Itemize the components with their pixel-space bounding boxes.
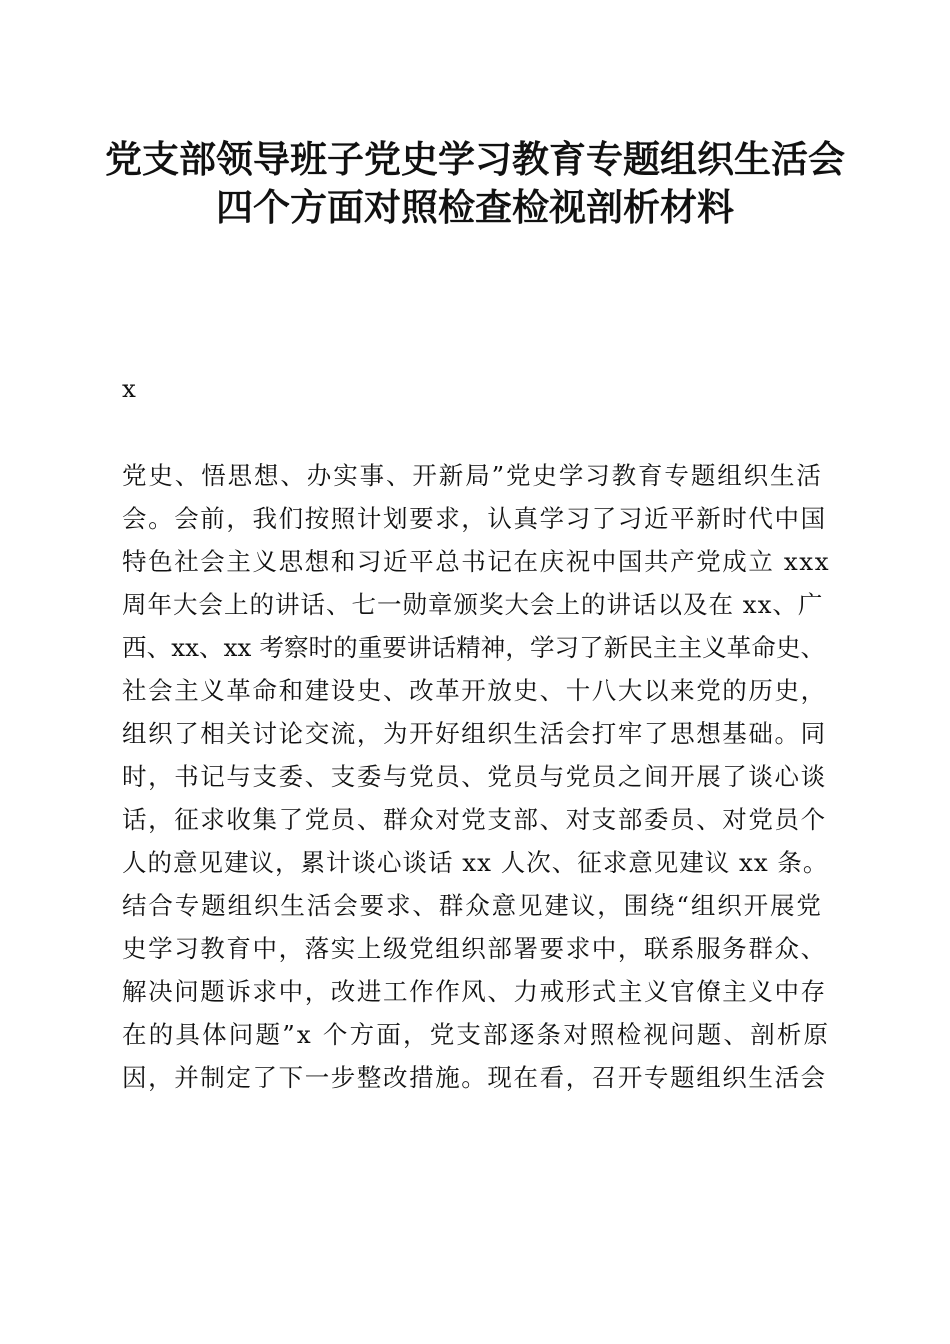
paragraph-line: 人的意见建议，累计谈心谈话 xx 人次、征求意见建议 xx 条。 xyxy=(122,848,829,877)
paragraph-line: 因，并制定了下一步整改措施。现在看，召开专题组织生活会 xyxy=(122,1063,827,1092)
paragraph-line: 周年大会上的讲话、七一勋章颁奖大会上的讲话以及在 xx、广 xyxy=(122,590,824,619)
document-title-line-2: 四个方面对照检查检视剖析材料 xyxy=(216,185,734,229)
paragraph-line: 组织了相关讨论交流，为开好组织生活会打牢了思想基础。同 xyxy=(122,719,827,748)
paragraph-line: 在的具体问题”x 个方面，党支部逐条对照检视问题、剖析原 xyxy=(122,1020,831,1049)
paragraph-line: 话，征求收集了党员、群众对党支部、对支部委员、对党员个 xyxy=(122,805,827,834)
paragraph-line: 结合专题组织生活会要求、群众意见建议，围绕“组织开展党 xyxy=(122,891,823,920)
paragraph-line: 社会主义革命和建设史、改革开放史、十八大以来党的历史， xyxy=(122,676,827,705)
subtitle-line-continued: x xyxy=(122,374,139,403)
paragraph-line: 解决问题诉求中，改进工作作风、力戒形式主义官僚主义中存 xyxy=(122,977,827,1006)
article-count-label xyxy=(159,258,865,288)
paragraph-line: 党史、悟思想、办实事、开新局”党史学习教育专题组织生活 xyxy=(122,461,823,490)
paragraph-line: 史学习教育中，落实上级党组织部署要求中，联系服务群众、 xyxy=(122,934,827,963)
document-title-line-1: 党支部领导班子党史学习教育专题组织生活会 xyxy=(105,137,845,181)
paragraph-line xyxy=(159,418,865,448)
paragraph-line: 特色社会主义思想和习近平总书记在庆祝中国共产党成立 xxx xyxy=(122,547,831,576)
paragraph-line: 时，书记与支委、支委与党员、党员与党员之间开展了谈心谈 xyxy=(122,762,827,791)
subtitle-line xyxy=(159,328,865,358)
paragraph-line: 会。会前，我们按照计划要求，认真学习了习近平新时代中国 xyxy=(122,504,827,533)
paragraph-line: 西、xx、xx 考察时的重要讲话精神，学习了新民主主义革命史、 xyxy=(122,633,826,662)
